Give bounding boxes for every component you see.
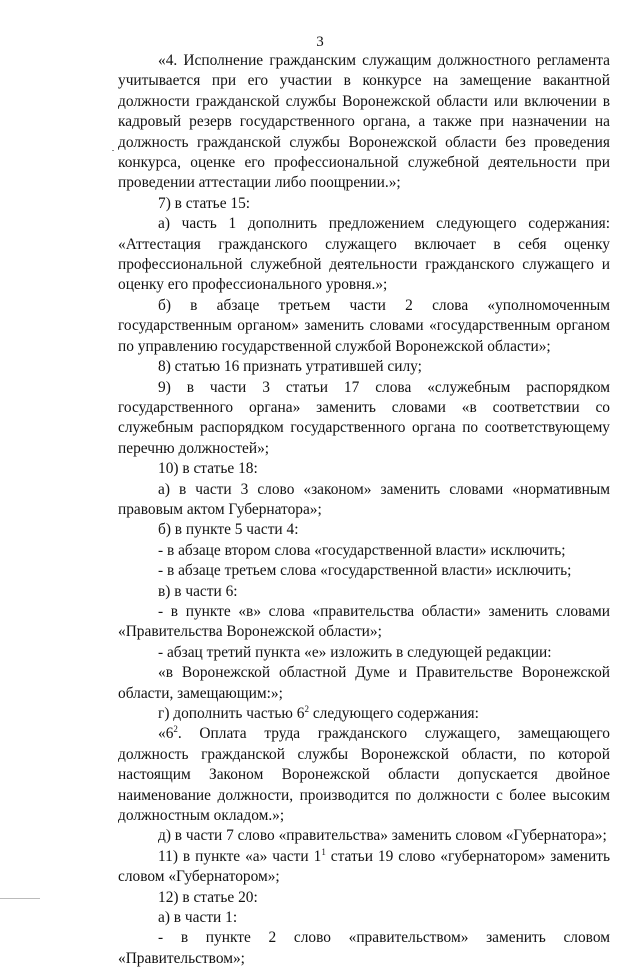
paragraph-15a: а) часть 1 дополнить предложением следующего содержания: «Аттестация гражданского служащего включает в себя оценку профессиональной служебной деятельности гражданского служащего и оценку его профессионального уровня.»; bbox=[118, 215, 610, 294]
paragraph-part-6-2 bbox=[118, 724, 610, 826]
paragraph-18g-text-before: г) дополнить частью 6 bbox=[158, 705, 305, 722]
scan-mark bbox=[112, 150, 114, 151]
paragraph-article-17: 9) в части 3 статьи 17 слова «служебным распорядком государственного органа» заменить словами «в соответствии со служебным распорядком государственного органа по соответствующему перечню должностей»; bbox=[118, 378, 610, 457]
paragraph-18g-text-after: следующего содержания: bbox=[308, 705, 479, 722]
paragraph-article-19-superscript: 1 bbox=[321, 846, 326, 857]
paragraph-18g-superscript: 2 bbox=[304, 704, 309, 714]
paragraph-20a: а) в части 1: bbox=[158, 909, 238, 927]
paragraph-18b: б) в пункте 5 части 4: bbox=[158, 521, 299, 539]
paragraph-15b: б) в абзаце третьем части 2 слова «уполномоченным государственным органом» заменить словами «государственным органом по управлению государственной службой Воронежской области»; bbox=[118, 296, 610, 355]
page-number: 3 bbox=[316, 34, 324, 50]
paragraph-article-18: 10) в статье 18: bbox=[158, 460, 258, 478]
document-body bbox=[118, 51, 610, 969]
paragraph-amendment-item-4: «4. Исполнение гражданским служащим должностного регламента учитывается при его участии в конкурсе на замещение вакантной должности гражданской службы Воронежской области или включении в кадровый резерв государственного органа, а также при назначении на должность гражданской службы Воронежской области без проведения конкурса, оценке его профессиональной служебной деятельности при проведении аттестации либо поощрении.»; bbox=[118, 52, 610, 192]
paragraph-18v-quote: «в Воронежской областной Думе и Правительстве Воронежской области, замещающим:»; bbox=[118, 664, 610, 702]
paragraph-part-6-2-superscript: 2 bbox=[173, 724, 178, 735]
paragraph-part-6-2-text-after: . Оплата труда гражданского служащего, замещающего должность гражданской службы Воронежской области, по которой настоящим Законом Воронежской области допускается двойное наименование должности, производится по должности с более высоким должностным окладом.»; bbox=[118, 725, 610, 825]
paragraph-18v-dash2: - абзац третий пункта «е» изложить в следующей редакции: bbox=[158, 643, 552, 661]
paragraph-article-19-text-before: 11) в пункте «а» части 1 bbox=[158, 847, 322, 865]
paragraph-article-16: 8) статью 16 признать утратившей силу; bbox=[158, 358, 422, 376]
paragraph-article-20: 12) в статье 20: bbox=[158, 888, 258, 906]
paragraph-article-19-text-after: статьи 19 слово «губернатором» заменить словом «Губернатором»; bbox=[118, 847, 611, 886]
paragraph-18d: д) в части 7 слово «правительства» заменить словом «Губернатора»; bbox=[158, 827, 607, 845]
paragraph-18v: в) в части 6: bbox=[158, 582, 238, 600]
paragraph-part-6-2-text-before: «6 bbox=[158, 725, 174, 743]
paragraph-article-19 bbox=[118, 847, 610, 888]
scan-edge-line bbox=[0, 898, 40, 899]
paragraph-20a-dash1: - в пункте 2 слово «правительством» заменить словом «Правительством»; bbox=[118, 929, 610, 967]
paragraph-article-15: 7) в статье 15: bbox=[158, 194, 251, 212]
paragraph-18b-dash2: - в абзаце третьем слова «государственной власти» исключить; bbox=[158, 562, 572, 580]
paragraph-18g bbox=[118, 704, 610, 724]
paragraph-18a: а) в части 3 слово «законом» заменить словами «нормативным правовым актом Губернатора»; bbox=[118, 480, 610, 518]
paragraph-18v-dash1: - в пункте «в» слова «правительства области» заменить словами «Правительства Воронежской области»; bbox=[118, 602, 610, 641]
paragraph-18b-dash1: - в абзаце втором слова «государственной власти» исключить; bbox=[158, 541, 566, 559]
